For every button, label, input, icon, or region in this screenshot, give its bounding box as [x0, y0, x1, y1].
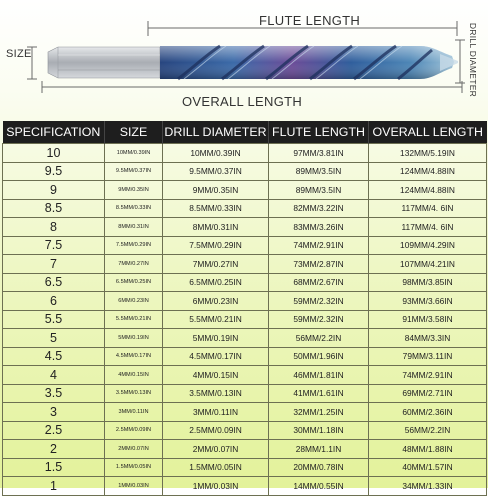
cell-specification: 2.5 — [3, 421, 105, 440]
cell-specification: 4.5 — [3, 347, 105, 366]
size-label: SIZE — [6, 48, 32, 60]
cell-drill-diameter: 4MM/0.15IN — [163, 366, 269, 385]
cell-overall-length: 79MM/3.11IN — [369, 347, 487, 366]
cell-flute-length: 59MM/2.32IN — [269, 292, 369, 311]
table-row — [3, 162, 487, 181]
table-header-row — [3, 121, 487, 144]
table-row — [3, 421, 487, 440]
cell-specification: 5 — [3, 329, 105, 348]
table-row — [3, 329, 487, 348]
cell-specification: 1 — [3, 477, 105, 496]
specification-table-container — [2, 121, 486, 496]
cell-flute-length: 50MM/1.96IN — [269, 347, 369, 366]
cell-drill-diameter: 6.5MM/0.25IN — [163, 273, 269, 292]
cell-drill-diameter: 3.5MM/0.13IN — [163, 384, 269, 403]
cell-overall-length: 107MM/4.21IN — [369, 255, 487, 274]
cell-flute-length: 59MM/2.32IN — [269, 310, 369, 329]
cell-flute-length: 41MM/1.61IN — [269, 384, 369, 403]
cell-drill-diameter: 2MM/0.07IN — [163, 440, 269, 459]
overall-length-label: OVERALL LENGTH — [182, 94, 303, 109]
table-row — [3, 347, 487, 366]
cell-flute-length: 46MM/1.81IN — [269, 366, 369, 385]
header-size: SIZE — [105, 121, 163, 144]
cell-specification: 9 — [3, 181, 105, 200]
cell-overall-length: 132MM/5.19IN — [369, 144, 487, 163]
cell-specification: 10 — [3, 144, 105, 163]
table-row — [3, 403, 487, 422]
cell-size: 2.5MM/0.09IN — [105, 421, 163, 440]
cell-specification: 8.5 — [3, 199, 105, 218]
cell-overall-length: 84MM/3.3IN — [369, 329, 487, 348]
header-overall-length: OVERALL LENGTH — [369, 121, 487, 144]
cell-drill-diameter: 5MM/0.19IN — [163, 329, 269, 348]
cell-size: 7MM/0.27IN — [105, 255, 163, 274]
cell-size: 10MM/0.39IN — [105, 144, 163, 163]
cell-specification: 3.5 — [3, 384, 105, 403]
cell-overall-length: 91MM/3.58IN — [369, 310, 487, 329]
cell-size: 8MM/0.31IN — [105, 218, 163, 237]
header-specification: SPECIFICATION — [3, 121, 105, 144]
cell-overall-length: 56MM/2.2IN — [369, 421, 487, 440]
cell-overall-length: 60MM/2.36IN — [369, 403, 487, 422]
cell-flute-length: 20MM/0.78IN — [269, 458, 369, 477]
cell-drill-diameter: 8MM/0.31IN — [163, 218, 269, 237]
specification-table — [2, 121, 487, 496]
cell-drill-diameter: 7.5MM/0.29IN — [163, 236, 269, 255]
drill-flute — [160, 46, 458, 79]
cell-overall-length: 117MM/4. 6IN — [369, 199, 487, 218]
cell-size: 2MM/0.07IN — [105, 440, 163, 459]
cell-flute-length: 56MM/2.2IN — [269, 329, 369, 348]
cell-overall-length: 124MM/4.88IN — [369, 181, 487, 200]
cell-overall-length: 74MM/2.91IN — [369, 366, 487, 385]
table-row — [3, 144, 487, 163]
cell-specification: 1.5 — [3, 458, 105, 477]
cell-drill-diameter: 1.5MM/0.05IN — [163, 458, 269, 477]
flute-length-label: FLUTE LENGTH — [259, 13, 361, 28]
cell-size: 3.5MM/0.13IN — [105, 384, 163, 403]
cell-specification: 7.5 — [3, 236, 105, 255]
cell-specification: 4 — [3, 366, 105, 385]
table-row — [3, 477, 487, 496]
cell-flute-length: 28MM/1.1IN — [269, 440, 369, 459]
cell-size: 4.5MM/0.17IN — [105, 347, 163, 366]
cell-size: 7.5MM/0.29IN — [105, 236, 163, 255]
cell-flute-length: 68MM/2.67IN — [269, 273, 369, 292]
table-row — [3, 366, 487, 385]
table-row — [3, 273, 487, 292]
drill-bit-diagram — [0, 0, 488, 118]
cell-size: 1.5MM/0.05IN — [105, 458, 163, 477]
cell-overall-length: 34MM/1.33IN — [369, 477, 487, 496]
cell-drill-diameter: 2.5MM/0.09IN — [163, 421, 269, 440]
cell-overall-length: 48MM/1.88IN — [369, 440, 487, 459]
cell-drill-diameter: 6MM/0.23IN — [163, 292, 269, 311]
cell-overall-length: 40MM/1.57IN — [369, 458, 487, 477]
cell-drill-diameter: 5.5MM/0.21IN — [163, 310, 269, 329]
table-row — [3, 310, 487, 329]
cell-overall-length: 69MM/2.71IN — [369, 384, 487, 403]
cell-overall-length: 109MM/4.29IN — [369, 236, 487, 255]
table-row — [3, 292, 487, 311]
cell-flute-length: 30MM/1.18IN — [269, 421, 369, 440]
cell-overall-length: 117MM/4. 6IN — [369, 218, 487, 237]
table-row — [3, 236, 487, 255]
table-row — [3, 181, 487, 200]
cell-size: 1MM/0.03IN — [105, 477, 163, 496]
table-row — [3, 384, 487, 403]
cell-size: 8.5MM/0.33IN — [105, 199, 163, 218]
cell-overall-length: 124MM/4.88IN — [369, 162, 487, 181]
cell-specification: 5.5 — [3, 310, 105, 329]
header-drill-diameter: DRILL DIAMETER — [163, 121, 269, 144]
cell-overall-length: 93MM/3.66IN — [369, 292, 487, 311]
cell-drill-diameter: 10MM/0.39IN — [163, 144, 269, 163]
header-flute-length: FLUTE LENGTH — [269, 121, 369, 144]
table-row — [3, 199, 487, 218]
cell-size: 6.5MM/0.25IN — [105, 273, 163, 292]
cell-size: 9.5MM/0.37IN — [105, 162, 163, 181]
cell-size: 6MM/0.23IN — [105, 292, 163, 311]
drill-shank — [48, 47, 160, 78]
cell-size: 5.5MM/0.21IN — [105, 310, 163, 329]
cell-flute-length: 89MM/3.5IN — [269, 162, 369, 181]
cell-overall-length: 98MM/3.85IN — [369, 273, 487, 292]
cell-drill-diameter: 3MM/0.11IN — [163, 403, 269, 422]
cell-specification: 2 — [3, 440, 105, 459]
cell-flute-length: 14MM/0.55IN — [269, 477, 369, 496]
cell-specification: 6 — [3, 292, 105, 311]
cell-flute-length: 73MM/2.87IN — [269, 255, 369, 274]
table-row — [3, 440, 487, 459]
table-row — [3, 218, 487, 237]
cell-drill-diameter: 9MM/0.35IN — [163, 181, 269, 200]
cell-flute-length: 89MM/3.5IN — [269, 181, 369, 200]
cell-size: 3MM/0.11IN — [105, 403, 163, 422]
cell-flute-length: 82MM/3.22IN — [269, 199, 369, 218]
table-row — [3, 255, 487, 274]
cell-drill-diameter: 8.5MM/0.33IN — [163, 199, 269, 218]
cell-drill-diameter: 7MM/0.27IN — [163, 255, 269, 274]
cell-specification: 9.5 — [3, 162, 105, 181]
cell-drill-diameter: 9.5MM/0.37IN — [163, 162, 269, 181]
table-row — [3, 458, 487, 477]
cell-flute-length: 83MM/3.26IN — [269, 218, 369, 237]
table-body — [3, 144, 487, 496]
cell-size: 5MM/0.19IN — [105, 329, 163, 348]
cell-specification: 6.5 — [3, 273, 105, 292]
cell-flute-length: 74MM/2.91IN — [269, 236, 369, 255]
cell-size: 4MM/0.15IN — [105, 366, 163, 385]
cell-specification: 3 — [3, 403, 105, 422]
drill-diameter-label: DRILL DIAMETER — [468, 22, 478, 98]
cell-size: 9MM/0.35IN — [105, 181, 163, 200]
cell-flute-length: 97MM/3.81IN — [269, 144, 369, 163]
cell-drill-diameter: 1MM/0.03IN — [163, 477, 269, 496]
cell-drill-diameter: 4.5MM/0.17IN — [163, 347, 269, 366]
cell-specification: 8 — [3, 218, 105, 237]
cell-flute-length: 32MM/1.25IN — [269, 403, 369, 422]
cell-specification: 7 — [3, 255, 105, 274]
